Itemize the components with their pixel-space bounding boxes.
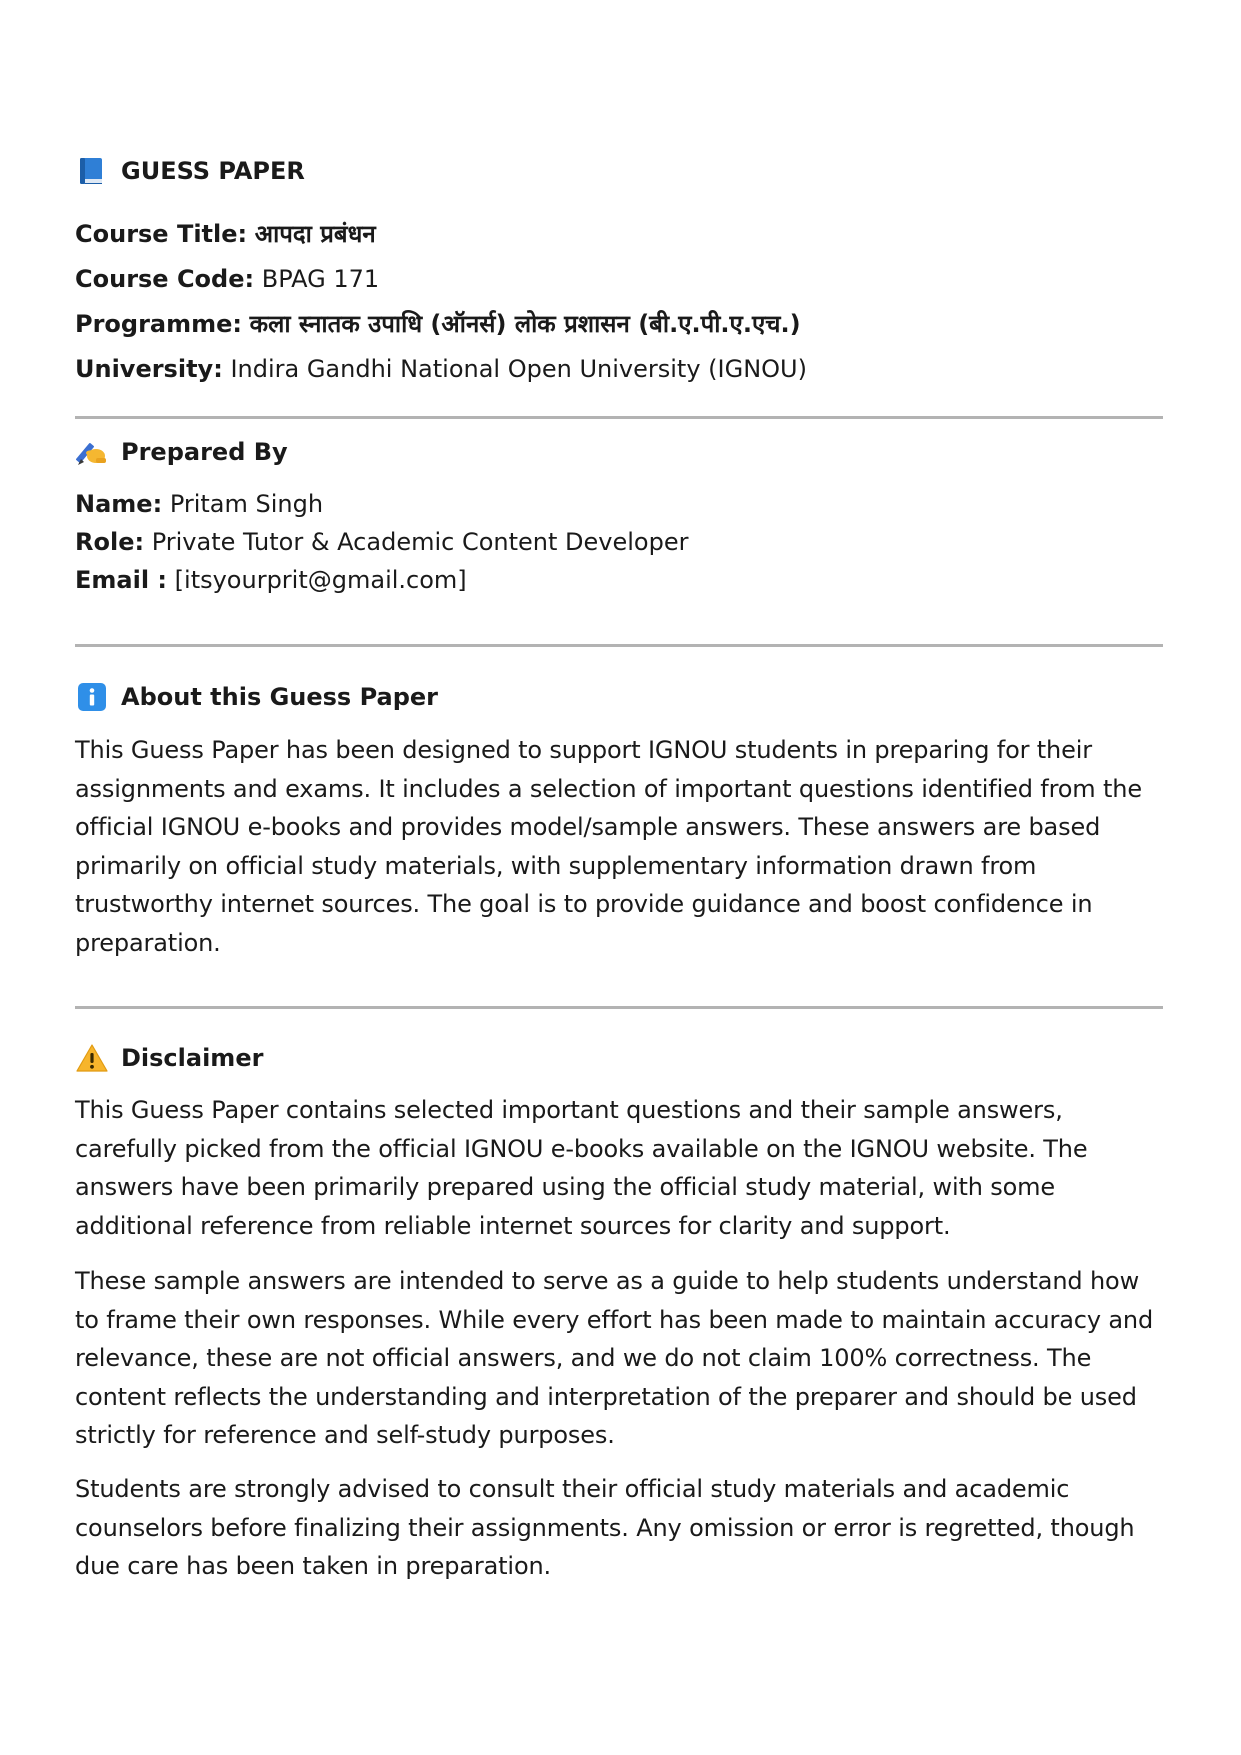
course-title-row (75, 212, 807, 257)
name-row (75, 485, 688, 523)
course-title-value: आपदा प्रबंधन (254, 220, 376, 248)
university-label: University: (75, 355, 223, 383)
disclaimer-paragraph-2: These sample answers are intended to serve as a guide to help students understand how to frame their own responses. While every effort has been made to maintain accuracy and relevance, these are not official answers, and we do not claim 100% correctness. The content reflects the understanding and interpretation of the preparer and should be used strictly for reference and self-study purposes. (75, 1267, 1154, 1450)
section-divider (75, 1006, 1163, 1009)
role-row (75, 523, 688, 561)
page-title: GUESS PAPER (121, 157, 305, 185)
disclaimer-paragraph-3: Students are strongly advised to consult their official study materials and academic counselors before finalizing their assignments. Any omission or error is regretted, though due care has been taken in preparation. (75, 1475, 1135, 1581)
email-value: [itsyourprit@gmail.com] (174, 566, 467, 594)
section-divider (75, 644, 1163, 647)
about-heading (75, 681, 438, 713)
writing-hand-icon (75, 436, 109, 468)
email-row (75, 561, 688, 599)
disclaimer-heading (75, 1042, 263, 1074)
programme-label: Programme: (75, 310, 243, 338)
warning-icon (75, 1042, 109, 1074)
course-code-row (75, 257, 807, 302)
disclaimer-paragraph-1: This Guess Paper contains selected important questions and their sample answers, carefully picked from the official IGNOU e-books available on the IGNOU website. The answers have been primarily prepared using the official study material, with some additional reference from reliable internet sources for clarity and support. (75, 1096, 1088, 1240)
university-value: Indira Gandhi National Open University (IGNOU) (230, 355, 807, 383)
course-code-value: BPAG 171 (261, 265, 380, 293)
programme-value: कला स्नातक उपाधि (ऑनर्स) लोक प्रशासन (बी.ए.पी.ए.एच.) (249, 310, 801, 338)
role-value: Private Tutor & Academic Content Developer (151, 528, 689, 556)
course-info (75, 212, 807, 392)
role-label: Role: (75, 528, 145, 556)
guess-paper-title (75, 155, 305, 187)
information-icon (75, 681, 109, 713)
prepared-by-heading (75, 436, 288, 468)
blue-book-icon (75, 155, 109, 187)
programme-row (75, 302, 807, 347)
course-code-label: Course Code: (75, 265, 255, 293)
name-label: Name: (75, 490, 163, 518)
email-label: Email : (75, 566, 168, 594)
about-title: About this Guess Paper (121, 683, 439, 711)
name-value: Pritam Singh (169, 490, 324, 518)
prepared-by-title: Prepared By (121, 438, 288, 466)
disclaimer-title: Disclaimer (121, 1044, 264, 1072)
course-title-label: Course Title: (75, 220, 248, 248)
university-row (75, 347, 807, 392)
about-paragraph: This Guess Paper has been designed to support IGNOU students in preparing for their assignments and exams. It includes a selection of important questions identified from the official IGNOU e-books and provides model/sample answers. These answers are based primarily on official study materials, with supplementary information drawn from trustworthy internet sources. The goal is to provide guidance and boost confidence in preparation. (75, 736, 1142, 957)
preparer-info (75, 485, 688, 599)
section-divider (75, 416, 1163, 419)
